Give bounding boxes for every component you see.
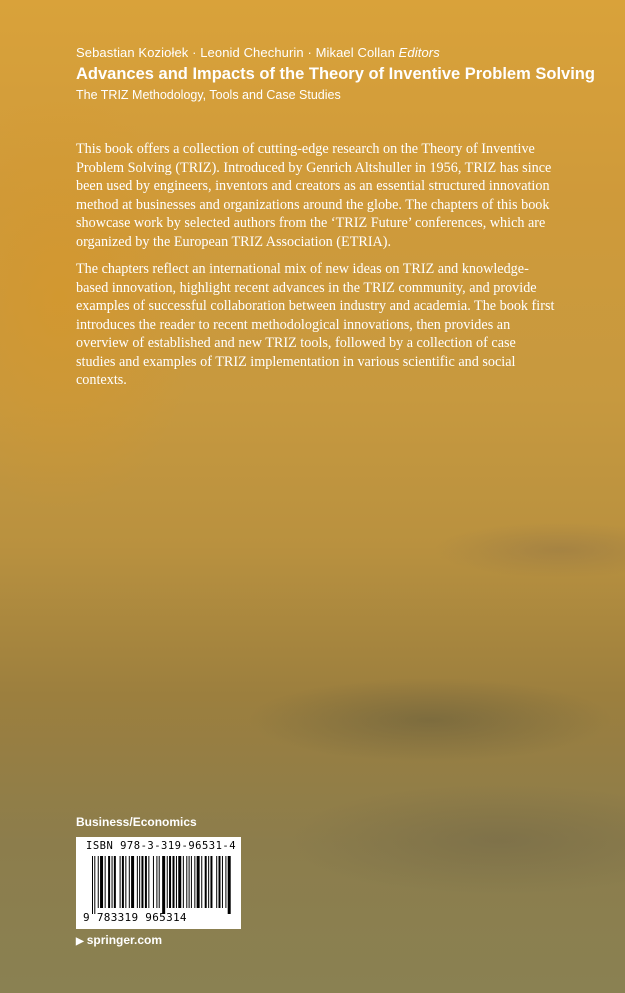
barcode-bar [189,856,190,908]
barcode-bar [197,856,200,908]
barcode-bar [131,856,134,908]
barcode-bar [112,856,113,908]
barcode-bar [208,856,209,908]
barcode-bar [159,856,160,908]
ean-digits: 9 783319 965314 [83,911,187,924]
barcode-bar [148,856,149,908]
triangle-right-icon: ▶ [76,936,84,947]
barcode-bar [186,856,187,908]
barcode-bar [137,856,138,908]
book-title: Advances and Impacts of the Theory of Inventive Problem Solving [76,65,595,83]
barcode-bar [178,856,181,908]
barcode-bar [105,856,106,908]
barcode-bar [222,856,223,908]
editors-names: Sebastian Koziołek · Leonid Chechurin · Mikael Collan [76,45,395,60]
cover-header [76,44,596,104]
barcode-bar [100,856,103,908]
barcode-bar [120,856,121,908]
barcode-bar [194,856,195,908]
barcode-bar [162,856,165,914]
barcode-bar [92,856,93,914]
springer-link[interactable] [76,933,162,947]
barcode-bar [169,856,171,908]
isbn-number: ISBN 978-3-319-96531-4 [86,840,237,852]
barcode-bar [205,856,207,908]
barcode-bar [225,856,226,908]
barcode-bar [125,856,126,908]
barcode-bars [92,856,232,914]
editors-role: Editors [398,45,440,60]
barcode-bar [145,856,147,908]
barcode-bar [94,856,95,914]
barcode-bar [108,856,110,908]
barcode-bar [216,856,217,908]
description-paragraph-1: This book offers a collection of cutting-edge research on the Theory of Inventive Problem Solving (TRIZ). Introduced by Genrich Altshuller in 1956, TRIZ has since been used by engineers, inventors and creators as an essential structured innovation method at businesses and organizations around the globe. The chapters of this book showcase work by selected authors from the ‘TRIZ Future’ conferences, which are organized by the European TRIZ Association (ETRIA). [76,141,552,250]
barcode-bar [167,856,168,908]
description-paragraph-2: The chapters reflect an international mix of new ideas on TRIZ and knowledge-based innovation, highlight recent advances in the TRIZ community, and provide examples of successful collaboration between industry and academia. The book first introduces the reader to recent methodological innovations, then provides an overview of established and new TRIZ tools, followed by a collection of case studies and examples of TRIZ implementation in various scientific and social contexts. [76,261,555,388]
barcode-bar [173,856,175,908]
editors-line [76,44,596,61]
category-label: Business/Economics [76,815,197,829]
barcode-bar [228,856,231,914]
barcode-bar [141,856,143,908]
barcode-bar [114,856,116,908]
barcode-bar [98,856,99,908]
springer-link-text: springer.com [86,933,163,947]
barcode-bar [139,856,140,908]
book-description [76,140,556,399]
barcode-bar [176,856,177,908]
barcode-bar [156,856,157,908]
barcode-bar [153,856,154,908]
barcode-bar [183,856,184,908]
barcode-bar [129,856,130,908]
book-subtitle: The TRIZ Methodology, Tools and Case Studies [76,88,341,102]
barcode-bar [122,856,124,908]
barcode-bar [201,856,202,908]
barcode-bar [210,856,212,908]
barcode-bar [191,856,192,908]
isbn-barcode [76,837,241,929]
barcode-bar [219,856,221,908]
